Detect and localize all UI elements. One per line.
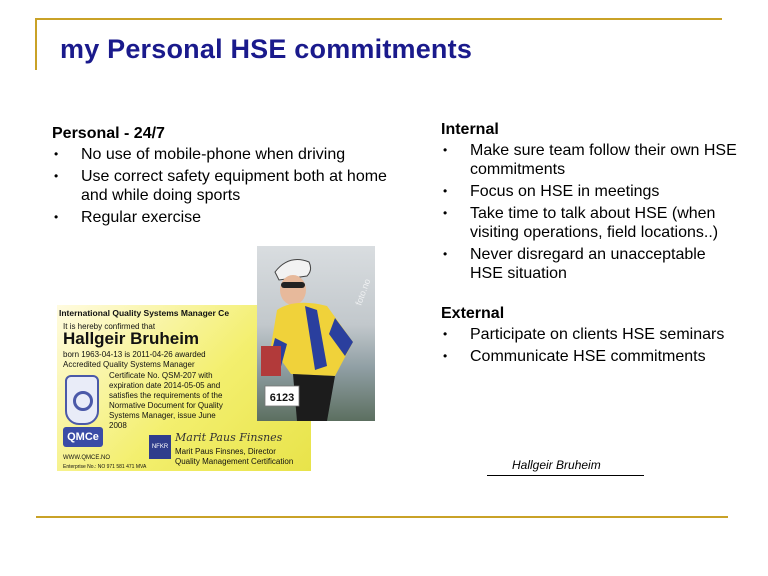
cyclist-photo	[257, 246, 375, 421]
certificate-accredited: Accredited Quality Systems Manager	[63, 360, 195, 369]
bottom-rule	[36, 516, 728, 518]
bullet-icon: •	[443, 327, 448, 341]
certificate-year: 2008	[109, 421, 127, 430]
cyclist-illustration	[257, 246, 375, 421]
certificate-born: born 1963-04-13 is 2011-04-26 awarded	[63, 350, 206, 359]
certificate-enterprise: Enterprise No.: NO 971 581 471 MVA	[63, 464, 147, 470]
list-item: • Take time to talk about HSE (when visiting operations, field locations..)	[443, 205, 719, 241]
list-item: • Focus on HSE in meetings	[443, 183, 660, 200]
external-list	[441, 325, 741, 366]
certificate-website: WWW.QMCE.NO	[63, 455, 110, 461]
certificate-expiration: expiration date 2014-05-05 and	[109, 381, 221, 390]
external-heading: External	[441, 305, 505, 322]
signature-line	[487, 475, 644, 476]
list-item: • No use of mobile-phone when driving	[54, 146, 346, 163]
commitments-section	[441, 120, 741, 369]
bullet-icon: •	[443, 206, 448, 220]
certificate-name: Hallgeir Bruheim	[63, 329, 200, 348]
list-item: • Regular exercise	[54, 209, 202, 226]
list-item: • Participate on clients HSE seminars	[443, 326, 725, 343]
certificate-systems: Systems Manager, issue June	[109, 411, 216, 420]
certificate-confirm: It is hereby confirmed that	[63, 322, 156, 331]
certificate-header: International Quality Systems Manager Ce	[59, 308, 230, 318]
list-item: • Use correct safety equipment both at home and while doing sports	[54, 168, 387, 204]
certificate-signature: Marit Paus Finsnes	[175, 431, 283, 444]
list-item: • Make sure team follow their own HSE commitments	[443, 142, 737, 178]
left-rule	[35, 18, 37, 70]
certificate-signer-org: Quality Management Certification	[175, 457, 294, 466]
top-rule	[36, 18, 722, 20]
bullet-icon: •	[443, 349, 448, 363]
bullet-icon: •	[54, 169, 59, 183]
bullet-icon: •	[443, 247, 448, 261]
internal-list	[441, 141, 741, 283]
bib-number: 6123	[269, 392, 295, 404]
certificate-number: Certificate No. QSM-207 with	[109, 371, 213, 380]
bullet-icon: •	[54, 210, 59, 224]
personal-section	[52, 124, 392, 230]
personal-list	[52, 145, 392, 227]
photo-watermark: foto.no	[353, 277, 373, 307]
bullet-icon: •	[443, 143, 448, 157]
certificate-satisfies: satisfies the requirements of the	[109, 391, 223, 400]
nfkr-logo: NFKR	[149, 435, 171, 459]
qmce-logo: QMCe	[63, 427, 103, 447]
personal-heading: Personal - 24/7	[52, 125, 165, 142]
bullet-icon: •	[443, 184, 448, 198]
certificate-signer: Marit Paus Finsnes, Director	[175, 447, 276, 456]
internal-heading: Internal	[441, 121, 499, 138]
certificate-normative: Normative Document for Quality	[109, 401, 223, 410]
list-item: • Never disregard an unacceptable HSE situation	[443, 246, 706, 282]
signature-name: Hallgeir Bruheim	[512, 458, 601, 472]
list-item: • Communicate HSE commitments	[443, 348, 706, 365]
bullet-icon: •	[54, 147, 59, 161]
crown-logo-icon	[65, 375, 99, 425]
slide-title: my Personal HSE commitments	[60, 34, 473, 64]
